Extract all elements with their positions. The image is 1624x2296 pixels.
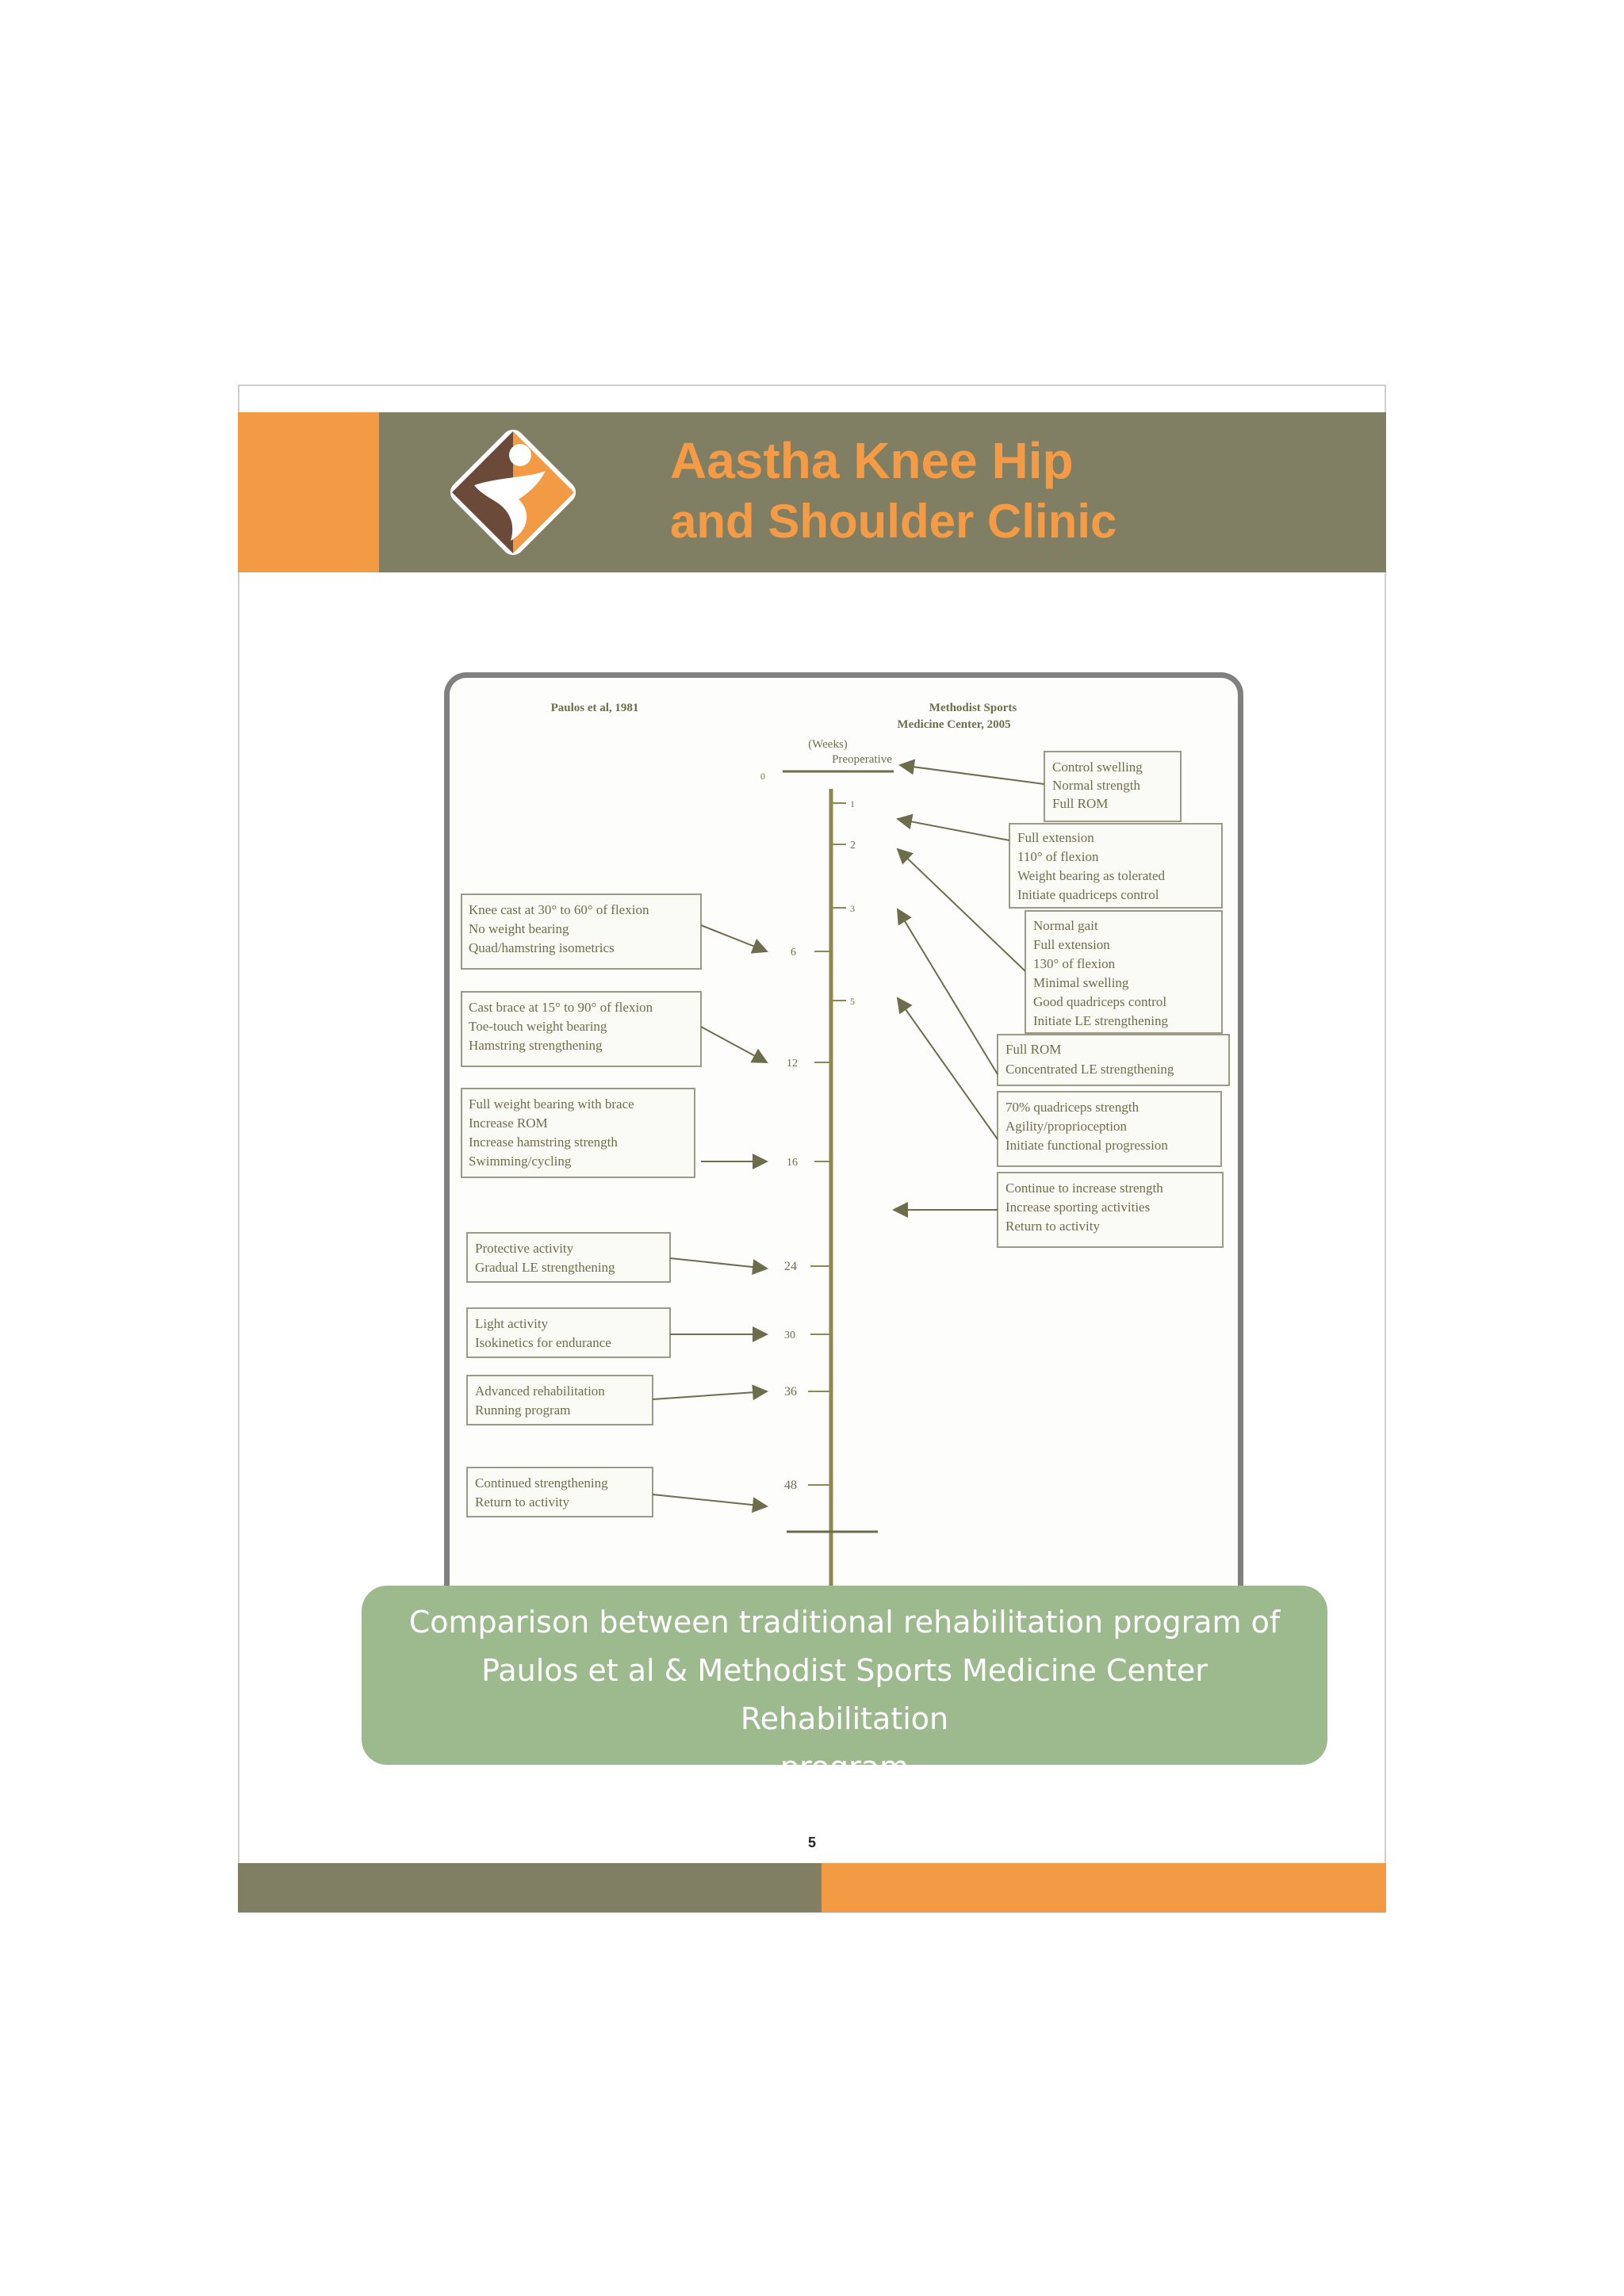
svg-text:Concentrated LE strengthening: Concentrated LE strengthening bbox=[1005, 1062, 1174, 1077]
header-orange-block bbox=[238, 412, 379, 572]
svg-text:Light activity: Light activity bbox=[475, 1316, 549, 1331]
svg-text:Protective activity: Protective activity bbox=[475, 1241, 574, 1256]
right-box-1 bbox=[1044, 752, 1181, 821]
svg-text:Good quadriceps control: Good quadriceps control bbox=[1033, 994, 1167, 1009]
svg-text:Quad/hamstring isometrics: Quad/hamstring isometrics bbox=[469, 940, 615, 955]
svg-text:Increase sporting activities: Increase sporting activities bbox=[1005, 1200, 1151, 1215]
svg-text:Isokinetics for endurance: Isokinetics for endurance bbox=[475, 1335, 611, 1350]
left-box-3 bbox=[462, 1089, 695, 1177]
svg-text:Knee cast at 30° to 60° of fle: Knee cast at 30° to 60° of flexion bbox=[469, 902, 649, 917]
page-number: 5 bbox=[807, 1835, 816, 1850]
svg-text:Hamstring strengthening: Hamstring strengthening bbox=[469, 1038, 603, 1053]
footer-orange-band bbox=[822, 1863, 1386, 1912]
svg-text:Full weight bearing with brace: Full weight bearing with brace bbox=[469, 1096, 634, 1112]
week-16-label: 16 bbox=[787, 1157, 798, 1169]
left-box-6 bbox=[467, 1376, 653, 1425]
right-box-2 bbox=[1009, 824, 1222, 908]
right-box-5 bbox=[998, 1092, 1221, 1166]
right-box-3 bbox=[1025, 911, 1222, 1033]
left-box-7 bbox=[467, 1468, 653, 1517]
svg-text:Agility/proprioception: Agility/proprioception bbox=[1005, 1119, 1127, 1134]
right-box-4 bbox=[998, 1035, 1229, 1085]
svg-text:Gradual LE strengthening: Gradual LE strengthening bbox=[475, 1260, 615, 1275]
week-0-label: 0 bbox=[760, 771, 765, 782]
axis-unit-label: (Weeks) bbox=[808, 738, 848, 751]
week-12-label: 12 bbox=[787, 1058, 798, 1070]
svg-text:Initiate LE strengthening: Initiate LE strengthening bbox=[1033, 1013, 1168, 1028]
clinic-title bbox=[670, 428, 1225, 550]
svg-text:Full extension: Full extension bbox=[1033, 937, 1110, 952]
week-36-label: 36 bbox=[784, 1385, 797, 1399]
svg-text:Swimming/cycling: Swimming/cycling bbox=[469, 1154, 572, 1169]
svg-text:Cast brace at 15° to 90° of fl: Cast brace at 15° to 90° of flexion bbox=[469, 1000, 653, 1015]
timeline-ticks bbox=[808, 803, 846, 1485]
svg-text:No weight bearing: No weight bearing bbox=[469, 921, 569, 936]
week-1-label: 1 bbox=[850, 798, 855, 809]
week-24-label: 24 bbox=[784, 1260, 797, 1273]
svg-text:Advanced rehabilitation: Advanced rehabilitation bbox=[475, 1383, 605, 1399]
week-5-label: 5 bbox=[850, 996, 855, 1007]
svg-text:Minimal swelling: Minimal swelling bbox=[1033, 975, 1129, 990]
clinic-title-line2: and Shoulder Clinic bbox=[670, 495, 1117, 548]
week-3-label: 3 bbox=[850, 903, 855, 914]
week-6-label: 6 bbox=[791, 947, 796, 959]
svg-text:Normal gait: Normal gait bbox=[1033, 918, 1098, 933]
figure-caption bbox=[362, 1586, 1327, 1785]
clinic-title-line1: Aastha Knee Hip bbox=[670, 432, 1074, 489]
left-box-1 bbox=[462, 894, 701, 969]
caption-line1: Comparison between traditional rehabilitation program of bbox=[408, 1605, 1281, 1640]
svg-text:Continued strengthening: Continued strengthening bbox=[475, 1475, 608, 1490]
timeline-labels bbox=[760, 771, 856, 1492]
caption-line3: program bbox=[779, 1750, 910, 1785]
right-heading-line2: Medicine Center, 2005 bbox=[897, 718, 1011, 731]
svg-text:Full ROM: Full ROM bbox=[1052, 796, 1109, 811]
svg-text:Full extension: Full extension bbox=[1017, 830, 1094, 845]
svg-text:70% quadriceps strength: 70% quadriceps strength bbox=[1005, 1100, 1139, 1115]
left-box-4 bbox=[467, 1233, 670, 1282]
caption-line2: Paulos et al & Methodist Sports Medicine Center Rehabilitation bbox=[481, 1653, 1208, 1736]
svg-text:Return to activity: Return to activity bbox=[1005, 1219, 1100, 1234]
svg-text:130° of flexion: 130° of flexion bbox=[1033, 956, 1116, 971]
svg-text:Continue to increase strength: Continue to increase strength bbox=[1005, 1181, 1163, 1196]
week-48-label: 48 bbox=[784, 1479, 797, 1492]
svg-text:Full ROM: Full ROM bbox=[1005, 1042, 1062, 1057]
svg-text:Increase ROM: Increase ROM bbox=[469, 1115, 548, 1131]
right-heading-line1: Methodist Sports bbox=[929, 702, 1017, 714]
clinic-logo-icon bbox=[442, 422, 584, 563]
left-box-5 bbox=[467, 1308, 670, 1357]
svg-text:Initiate quadriceps control: Initiate quadriceps control bbox=[1017, 887, 1159, 902]
footer-olive-band bbox=[238, 1863, 822, 1912]
svg-text:Control swelling: Control swelling bbox=[1052, 760, 1143, 775]
svg-text:Weight bearing as tolerated: Weight bearing as tolerated bbox=[1017, 868, 1166, 883]
right-box-6 bbox=[998, 1173, 1223, 1247]
left-box-2 bbox=[462, 992, 701, 1066]
svg-text:Return to activity: Return to activity bbox=[475, 1494, 569, 1510]
svg-text:Initiate functional progressio: Initiate functional progression bbox=[1005, 1138, 1168, 1153]
week-30-label: 30 bbox=[784, 1330, 795, 1341]
svg-text:Running program: Running program bbox=[475, 1402, 571, 1418]
svg-text:Toe-touch weight bearing: Toe-touch weight bearing bbox=[469, 1019, 607, 1034]
rehab-comparison-figure bbox=[444, 672, 1243, 1592]
svg-text:110° of flexion: 110° of flexion bbox=[1017, 849, 1099, 864]
left-heading: Paulos et al, 1981 bbox=[550, 702, 639, 714]
axis-start-label: Preoperative bbox=[832, 753, 892, 766]
week-2-label: 2 bbox=[850, 840, 856, 851]
svg-text:Increase hamstring strength: Increase hamstring strength bbox=[469, 1135, 618, 1150]
svg-text:Normal strength: Normal strength bbox=[1052, 778, 1140, 793]
